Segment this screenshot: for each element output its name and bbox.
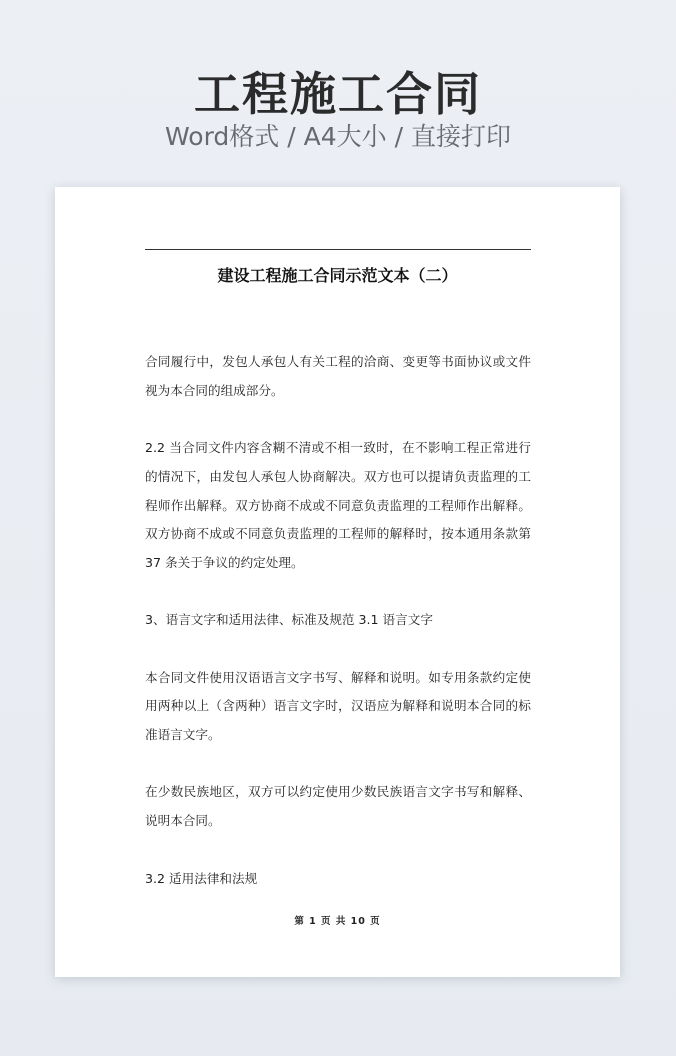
- paragraph: 合同履行中，发包人承包人有关工程的洽商、变更等书面协议或文件视为本合同的组成部分。: [145, 354, 531, 398]
- paragraph: 在少数民族地区，双方可以约定使用少数民族语言文字书写和解释、说明本合同。: [145, 784, 531, 829]
- paragraph: 3、语言文字和适用法律、标准及规范 3.1 语言文字: [145, 612, 433, 628]
- header-rule: [145, 249, 531, 250]
- banner-subtitle: Word格式 / A4大小 / 直接打印: [165, 122, 511, 151]
- banner-title: 工程施工合同: [194, 67, 482, 121]
- document-body: [145, 348, 531, 922]
- page-footer: 第 1 页 共 10 页: [294, 916, 381, 927]
- document-page: [55, 187, 620, 977]
- document-title: 建设工程施工合同示范文本（二）: [217, 266, 458, 285]
- paragraph: 本合同文件使用汉语语言文字书写、解释和说明。如专用条款约定使用两种以上（含两种）语言文字时，汉语应为解释和说明本合同的标准语言文字。: [145, 669, 531, 743]
- paragraph: 2.2 当合同文件内容含糊不清或不相一致时，在不影响工程正常进行的情况下，由发包人承包人协商解决。双方也可以提请负责监理的工程师作出解释。双方协商不成或不同意负责监理的工程师作出解释。双方协商不成或不同意负责监理的工程师的解释时，按本通用条款第 37 条关于争议的约定处理。: [145, 440, 531, 570]
- paragraph: 3.2 适用法律和法规: [145, 870, 258, 886]
